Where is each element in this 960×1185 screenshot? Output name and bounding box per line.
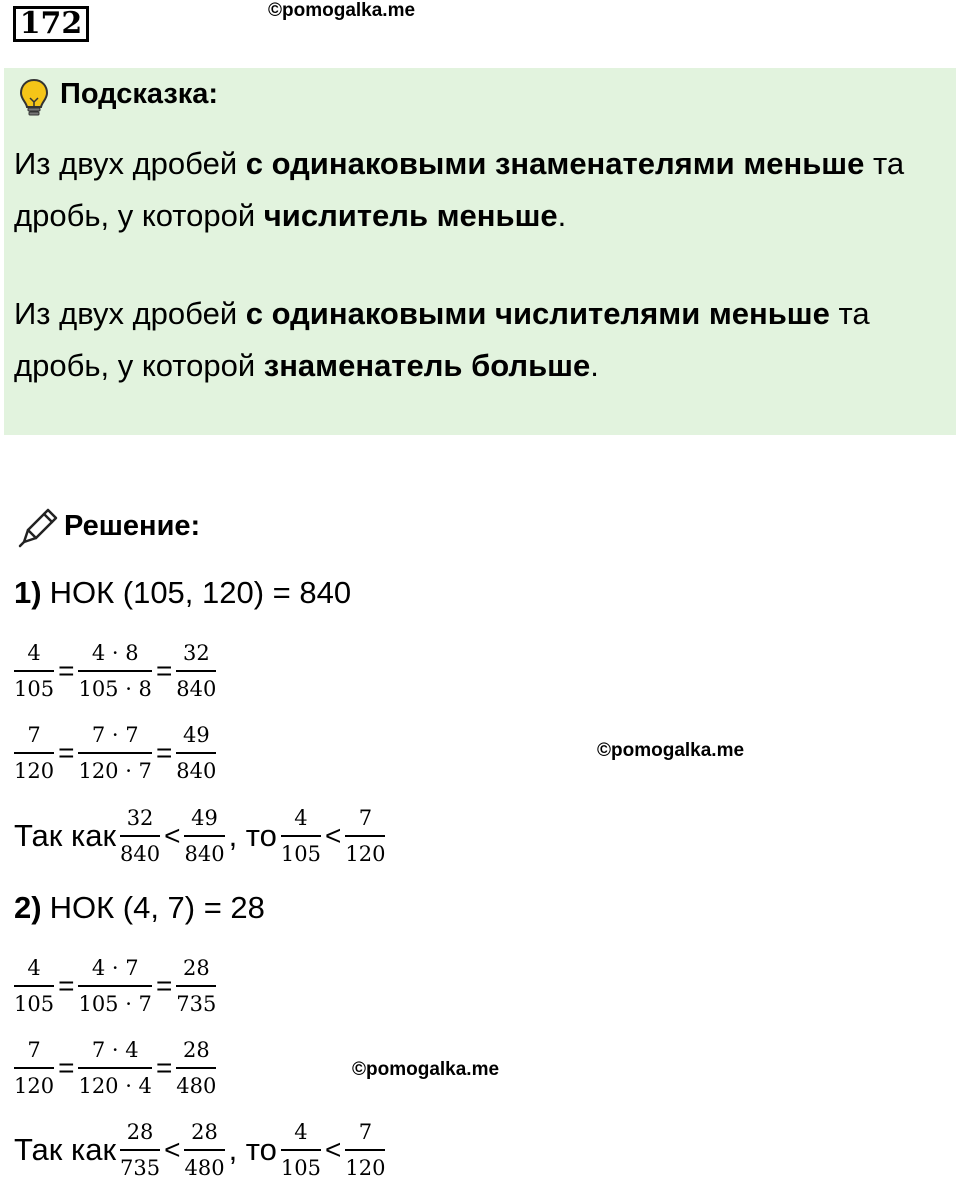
hint-paragraph-1: Из двух дробей с одинаковыми знаменателями меньше та дробь, у которой числитель меньше. [14,146,905,233]
part1-lcm-line: 1) НОК (105, 120) = 840 [14,575,352,610]
watermark: ©pomogalka.me [352,1059,500,1080]
part1-equation-1: $\frac{4}{105}$ = $\frac{4 \cdot 8}{105 \cdot 8}$ = $\frac{32}{840}$ [14,641,217,701]
part2-equation-1: $\frac{4}{105}$ = $\frac{4 \cdot 7}{105 \cdot 7}$ = $\frac{28}{735}$ [14,956,217,1016]
watermark: ©pomogalka.me [268,0,416,21]
part1-equation-2: $\frac{7}{120}$ = $\frac{7 \cdot 7}{120 \cdot 7}$ = $\frac{49}{840}$ [14,723,217,783]
problem-number: 172 [13,6,89,42]
watermark: ©pomogalka.me [597,740,745,761]
part2-lcm-line: 2) НОК (4, 7) = 28 [14,890,265,925]
solution-title: Решение: [64,510,201,542]
part1-conclusion: Так как $\frac{32}{840}$ < $\frac{49}{840}$ , то $\frac{4}{105}$ < $\frac{7}{120}$ [14,806,386,866]
part2-equation-2: $\frac{7}{120}$ = $\frac{7 \cdot 4}{120 \cdot 4}$ = $\frac{28}{480}$ [14,1038,217,1098]
lightbulb-icon [18,78,50,118]
part2-conclusion: Так как $\frac{28}{735}$ < $\frac{28}{480}$ , то $\frac{4}{105}$ < $\frac{7}{120}$ [14,1120,386,1180]
pencil-icon [16,506,60,550]
hint-paragraph-2: Из двух дробей с одинаковыми числителями меньше та дробь, у которой знаменатель больше. [14,296,870,383]
hint-title: Подсказка: [60,78,219,110]
